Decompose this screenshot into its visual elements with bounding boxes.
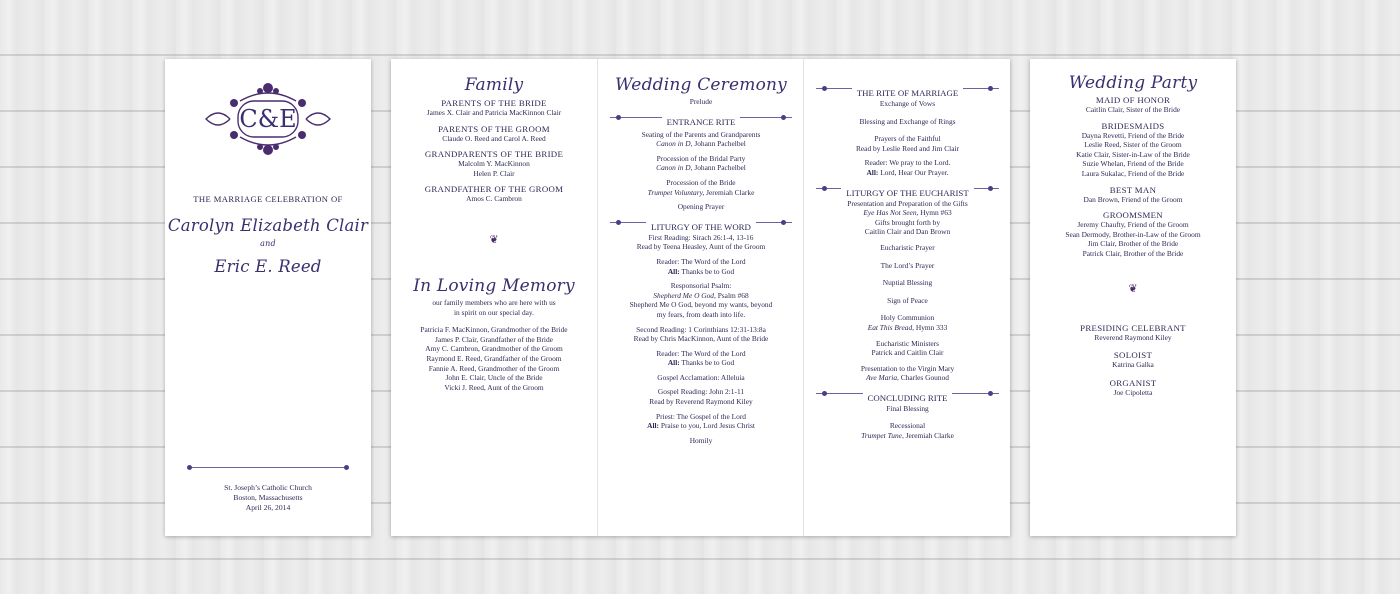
party-role: MAID OF HONOR [1095, 95, 1171, 105]
composer: Jeremiah Clarke [903, 431, 954, 441]
music-title: Eye Has Not Seen, [863, 208, 919, 218]
flower-ornament-icon: ❦ [1128, 282, 1138, 295]
family-group [391, 98, 597, 118]
party-name: Dayna Revetti, Friend of the Bride [1081, 130, 1185, 140]
party-name: Jeremy Chaufty, Friend of the Groom [1077, 220, 1189, 230]
item-line: Priest: The Gospel of the Lord [656, 411, 746, 421]
family-role: PARENTS OF THE GROOM [438, 123, 550, 134]
officiant-name: Reverend Raymond Kiley [1094, 332, 1172, 342]
cover-divider [187, 464, 349, 470]
item-line: Reader: We pray to the Lord. [864, 158, 951, 168]
response-text: Thanks be to God [679, 358, 735, 368]
item-line: my fears, from death into life. [656, 309, 746, 319]
family-group [391, 124, 597, 144]
item-line: Prayers of the Faithful [874, 134, 941, 144]
section-heading: LITURGY OF THE EUCHARIST [841, 188, 973, 198]
music-title: Shepherd Me O God, [653, 290, 716, 300]
prelude: Prelude [689, 97, 713, 106]
item-line: Reader: The Word of the Lord [656, 348, 746, 358]
memory-name: Amy C. Cambron, Grandmother of the Groom [425, 344, 563, 354]
officiant-role: PRESIDING CELEBRANT [1080, 322, 1186, 333]
party-name: Jim Clair, Brother of the Bride [1087, 239, 1179, 249]
item-line: Procession of the Bride [666, 177, 736, 187]
rite-column [803, 59, 1010, 536]
party-group [1030, 185, 1236, 205]
party-name: Dan Brown, Friend of the Groom [1083, 194, 1183, 204]
response-text: Praise to you, Lord Jesus Christ [659, 421, 755, 431]
section-heading: ENTRANCE RITE [662, 117, 741, 127]
memory-intro-line: in spirit on our special day. [454, 307, 534, 317]
memory-name: Raymond E. Reed, Grandfather of the Groom [426, 353, 562, 363]
item-line: Caitlin Clair and Dan Brown [864, 227, 951, 237]
item-line: Reader: The Word of the Lord [656, 256, 746, 266]
officiant-name: Joe Cipoletta [1113, 387, 1153, 397]
party-name: Patrick Clair, Brother of the Bride [1082, 248, 1184, 258]
memory-title: In Loving Memory [413, 275, 575, 296]
officiant-group [1030, 350, 1236, 370]
item-line: Read by Teena Heasley, Aunt of the Groom [636, 242, 766, 252]
composer: Hymn 333 [914, 322, 948, 332]
response-text: Lord, Hear Our Prayer. [878, 167, 949, 177]
section-heading: LITURGY OF THE WORD [646, 222, 756, 232]
item-line: Seating of the Parents and Grandparents [641, 129, 761, 139]
music-title: Eat This Bread, [867, 322, 915, 332]
response-label: All: [647, 421, 660, 431]
item-line: Patrick and Caitlin Clair [871, 348, 944, 358]
composer: Charles Gounod [898, 373, 949, 383]
item-line: The Lord’s Prayer [880, 260, 935, 270]
party-name: Sean Dermody, Brother-in-Law of the Groom [1065, 229, 1201, 239]
section-divider [604, 112, 798, 127]
wedding-date: April 26, 2014 [245, 503, 291, 512]
response-label: All: [667, 266, 680, 276]
item-line: Gospel Acclamation: Alleluia [657, 372, 745, 382]
item-line: Sign of Peace [887, 295, 928, 305]
item-line: Recessional [889, 421, 926, 431]
and-word: and [260, 239, 276, 248]
family-role: GRANDPARENTS OF THE BRIDE [424, 149, 564, 160]
response-label: All: [866, 167, 879, 177]
item-line: Homily [689, 435, 713, 445]
music-title: Trumpet Tune, [861, 431, 904, 441]
party-name: Laura Sukalac, Friend of the Bride [1081, 168, 1185, 178]
party-name: Leslie Reed, Sister of the Groom [1084, 140, 1182, 150]
item-line: Read by Reverend Raymond Kiley [649, 397, 753, 407]
item-line: Shepherd Me O God, beyond my wants, beyond [629, 300, 773, 310]
bride-name: Carolyn Elizabeth Clair [167, 216, 369, 235]
item-line: Eucharistic Ministers [875, 338, 939, 348]
family-column [391, 59, 597, 536]
memory-name: Vicki J. Reed, Aunt of the Groom [444, 382, 544, 392]
item-line: Read by Leslie Reed and Jim Clair [855, 143, 960, 153]
family-group [391, 149, 597, 178]
composer: Johann Pachelbel [692, 163, 746, 173]
party-group [1030, 121, 1236, 179]
groom-name: Eric E. Reed [214, 257, 322, 276]
family-title: Family [464, 75, 524, 95]
family-groups [391, 98, 597, 204]
ceremony-column [597, 59, 804, 536]
item-line: Gospel Reading: John 2:1-11 [657, 387, 745, 397]
party-name: Caitlin Clair, Sister of the Bride [1085, 105, 1181, 114]
family-name: Malcolm Y. MacKinnon [458, 159, 530, 169]
music-title: Trumpet Voluntary, [647, 187, 705, 197]
flower-ornament-icon: ❦ [489, 233, 499, 246]
item-line: Eucharistic Prayer [880, 242, 935, 252]
program-item: Opening Prayer [677, 202, 725, 212]
music-title: Canon in D, [656, 163, 693, 173]
family-group [391, 184, 597, 204]
ceremony-title: Wedding Ceremony [615, 75, 787, 95]
music-title: Canon in D, [656, 139, 693, 149]
memory-name: James P. Clair, Grandfather of the Bride [435, 334, 553, 344]
memory-name: John E. Clair, Uncle of the Bride [445, 373, 543, 383]
family-name: Claude O. Reed and Carol A. Reed [442, 133, 546, 143]
officiant-role: SOLOIST [1113, 350, 1153, 361]
item-line: Presentation to the Virgin Mary [860, 363, 955, 373]
family-role: PARENTS OF THE BRIDE [441, 98, 547, 108]
composer: Hymn #63 [918, 208, 952, 218]
response-label: All: [667, 358, 680, 368]
cover-panel [165, 59, 371, 536]
music-title: Ave Maria, [866, 373, 899, 383]
memory-intro-line: our family members who are here with us [432, 297, 556, 307]
item-line: Blessing and Exchange of Rings [859, 116, 956, 126]
officiant-name: Katrina Galka [1112, 360, 1154, 370]
party-role: GROOMSMEN [1103, 210, 1163, 221]
item-line: Procession of the Bridal Party [656, 153, 746, 163]
family-name: Amos C. Cambron [466, 194, 522, 204]
memory-name: Fannie A. Reed, Grandmother of the Groom [428, 363, 560, 373]
program-item [598, 130, 804, 149]
family-role: GRANDFATHER OF THE GROOM [424, 184, 564, 195]
composer: Jeremiah Clarke [704, 187, 755, 197]
composer: Psalm #68 [715, 290, 749, 300]
party-role: BEST MAN [1109, 184, 1157, 195]
section-heading: CONCLUDING RITE [863, 393, 953, 403]
party-title: Wedding Party [1068, 73, 1198, 93]
item-line: Second Reading: 1 Corinthians 12:31-13:8a [636, 324, 766, 334]
party-name: Katie Clair, Sister-in-Law of the Bride [1076, 149, 1190, 159]
item-line: Exchange of Vows [879, 99, 936, 108]
party-name: Suzie Whelan, Friend of the Bride [1082, 159, 1184, 169]
intro-text: THE MARRIAGE CELEBRATION OF [193, 194, 343, 204]
item-line: Final Blessing [886, 403, 929, 413]
church-city: Boston, Massachusetts [233, 493, 303, 502]
section-divider [810, 183, 1005, 198]
officiant-role: ORGANIST [1109, 377, 1157, 388]
officiant-group [1030, 378, 1236, 398]
party-group [1030, 95, 1236, 115]
wedding-party-panel [1030, 59, 1236, 536]
church-name: St. Joseph’s Catholic Church [224, 483, 312, 492]
section-heading: THE RITE OF MARRIAGE [852, 88, 963, 98]
program-item [598, 154, 804, 173]
composer: Johann Pachelbel [692, 139, 746, 149]
item-line: Holy Communion [880, 313, 935, 323]
family-name: Helen P. Clair [473, 168, 515, 178]
item-line: Gifts brought forth by [874, 217, 941, 227]
section-divider [604, 217, 798, 232]
item-line: Presentation and Preparation of the Gifts [847, 198, 968, 208]
response-text: Thanks be to God [679, 266, 735, 276]
item-line: Responsorial Psalm: [670, 281, 732, 291]
section-divider [810, 388, 1005, 403]
monogram-text: C&E [239, 105, 297, 133]
party-group [1030, 210, 1236, 258]
program-item [598, 178, 804, 197]
item-line: Nuptial Blessing [882, 278, 933, 288]
family-name: James X. Clair and Patricia MacKinnon Clair [426, 108, 562, 117]
section-divider [810, 83, 1005, 98]
item-line: Read by Chris MacKinnon, Aunt of the Bride [633, 334, 769, 344]
inner-panel [391, 59, 1010, 536]
memory-name: Patricia F. MacKinnon, Grandmother of the Bride [420, 325, 568, 335]
party-role: BRIDESMAIDS [1101, 120, 1165, 131]
officiant-group [1030, 323, 1236, 343]
item-line: First Reading: Sirach 26:1-4, 13-16 [648, 232, 754, 242]
